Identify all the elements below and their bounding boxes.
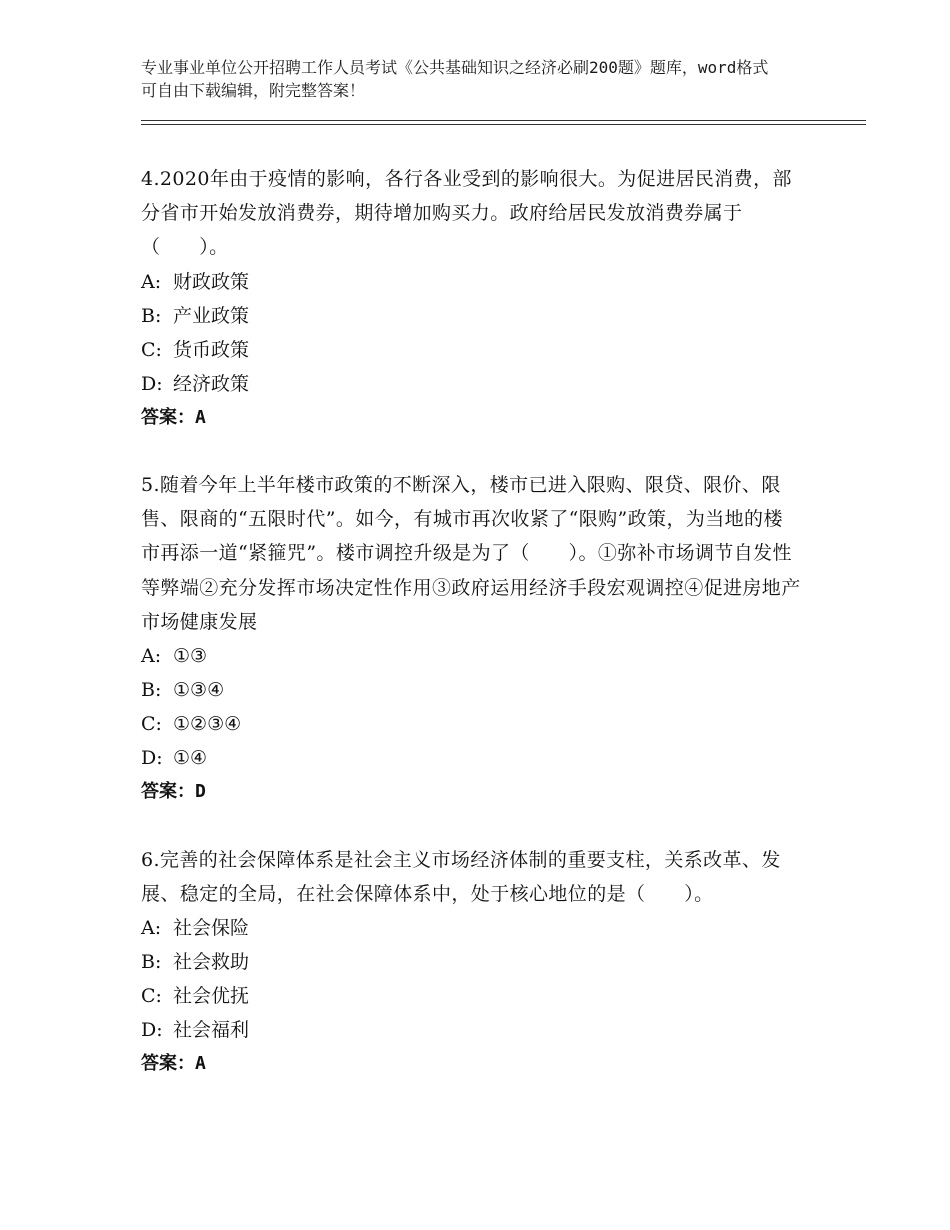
option-letter: A: (141, 645, 162, 668)
option-b (141, 673, 801, 707)
answer-line: 答案：A (141, 1053, 206, 1075)
question-stem: 4.2020年由于疫情的影响，各行各业受到的影响很大。为促进居民消费，部分省市开始发放消费券，期待增加购买力。政府给居民发放消费券属于（ ）。 (141, 168, 792, 259)
option-text: 社会救助 (173, 951, 250, 974)
options-list (141, 639, 801, 775)
option-a (141, 911, 801, 945)
option-letter: B: (141, 679, 162, 702)
option-text: 社会保险 (173, 917, 250, 940)
option-a (141, 265, 801, 299)
option-text: 社会福利 (173, 1019, 250, 1042)
option-a (141, 639, 801, 673)
question-6 (141, 843, 801, 1081)
option-letter: D: (141, 747, 163, 770)
option-text: 社会优抚 (173, 985, 250, 1008)
option-letter: A: (141, 917, 162, 940)
document-header: 专业事业单位公开招聘工作人员考试《公共基础知识之经济必刷200题》题库，word格式可自由下载编辑，附完整答案！ (141, 58, 769, 100)
option-text: 货币政策 (173, 338, 250, 361)
option-text: 经济政策 (173, 372, 250, 395)
option-text: ①④ (173, 747, 208, 770)
option-letter: D: (141, 372, 163, 395)
option-text: ①③ (173, 645, 208, 668)
options-list (141, 265, 801, 401)
option-d (141, 1013, 801, 1047)
option-c (141, 979, 801, 1013)
option-letter: C: (141, 713, 162, 736)
option-c (141, 333, 801, 367)
option-c (141, 707, 801, 741)
question-5 (141, 468, 801, 809)
header-divider-top (141, 120, 866, 121)
question-4 (141, 162, 801, 435)
option-letter: B: (141, 951, 162, 974)
option-b (141, 945, 801, 979)
option-letter: A: (141, 270, 162, 293)
option-letter: C: (141, 985, 162, 1008)
option-b (141, 299, 801, 333)
option-d (141, 741, 801, 775)
option-text: ①②③④ (173, 713, 242, 736)
option-d (141, 367, 801, 401)
option-letter: B: (141, 304, 162, 327)
option-letter: C: (141, 338, 162, 361)
option-text: 产业政策 (173, 304, 250, 327)
options-list (141, 911, 801, 1047)
question-stem: 6.完善的社会保障体系是社会主义市场经济体制的重要支柱，关系改革、发展、稳定的全局，在社会保障体系中，处于核心地位的是（ ）。 (141, 849, 781, 906)
answer-line: 答案：D (141, 781, 206, 803)
answer-line: 答案：A (141, 406, 206, 428)
option-text: ①③④ (173, 679, 225, 702)
option-text: 财政政策 (173, 270, 250, 293)
header-divider-bottom (141, 124, 866, 125)
question-stem: 5.随着今年上半年楼市政策的不断深入，楼市已进入限购、限贷、限价、限售、限商的“五限时代”。如今，有城市再次收紧了“限购”政策，为当地的楼市再添一道“紧箍咒”。楼市调控升级是为了（ ）。①弥补市场调节自发性等弊端②充分发挥市场决定性作用③政府运用经济手段宏观调控④促进房地产市场健康发展 (141, 474, 801, 633)
option-letter: D: (141, 1019, 163, 1042)
